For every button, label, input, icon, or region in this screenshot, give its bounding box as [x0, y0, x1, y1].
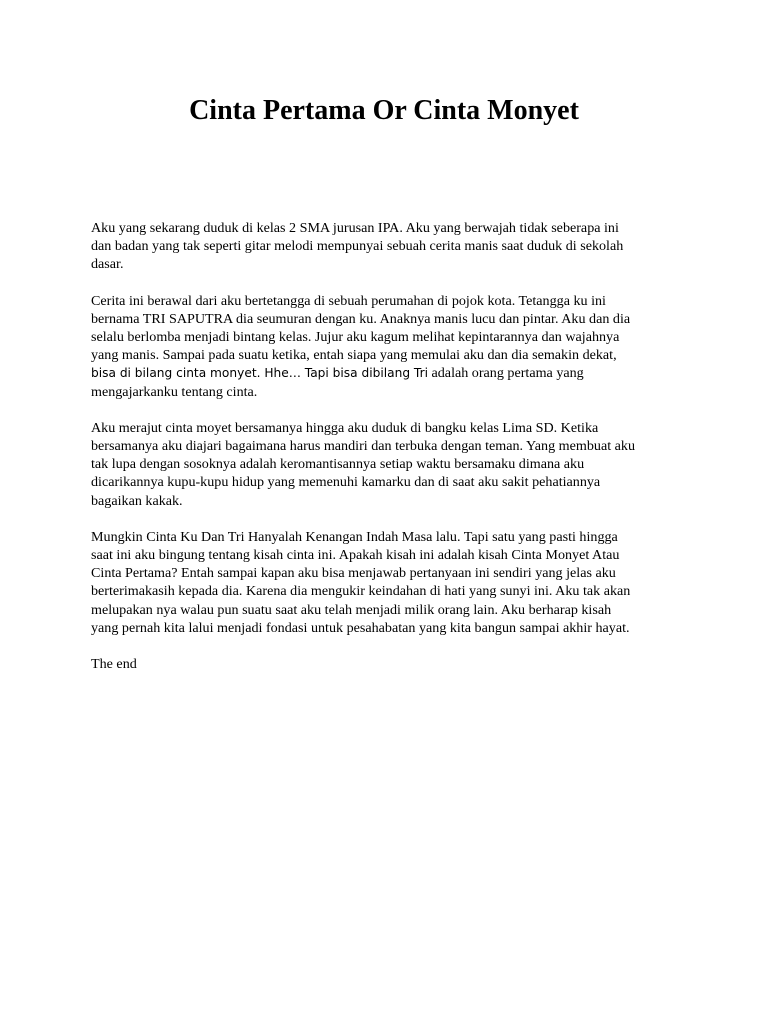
text-line-mixed	[91, 364, 683, 382]
text-line: dan badan yang tak seperti gitar melodi mempunyai sebuah cerita manis saat duduk di sekolah	[91, 238, 624, 255]
text-line: The end	[91, 656, 137, 673]
text-line: tak lupa dengan sosoknya adalah keromantisannya setiap waktu bersamaku dimana aku	[91, 456, 585, 473]
text-line: Aku merajut cinta moyet bersamanya hingga aku duduk di bangku kelas Lima SD. Ketika	[91, 419, 599, 436]
text-line: dasar.	[91, 256, 124, 273]
paragraph-1	[91, 219, 683, 274]
paragraph-2	[91, 292, 683, 401]
text-line: melupakan nya walau pun suatu saat aku telah menjadi milik orang lain. Aku berharap kisah	[91, 601, 612, 618]
text-line: yang manis. Sampai pada suatu ketika, entah siapa yang memulai aku dan dia semakin dekat,	[91, 347, 617, 364]
text-line: Aku yang sekarang duduk di kelas 2 SMA jurusan IPA. Aku yang berwajah tidak seberapa ini	[91, 220, 619, 236]
document-body	[91, 219, 683, 691]
page-title: Cinta Pertama Or Cinta Monyet	[189, 95, 579, 126]
paragraph-3	[91, 419, 683, 510]
text-line: bersamanya aku diajari bagaimana harus mandiri dan terbuka dengan teman. Yang membuat aku	[91, 438, 635, 455]
text-line: Cerita ini berawal dari aku bertetangga di sebuah perumahan di pojok kota. Tetangga ku ini	[91, 292, 606, 309]
text-line: mengajarkanku tentang cinta.	[91, 383, 258, 400]
closing-line	[91, 655, 683, 673]
text-line: dicarikannya kupu-kupu hidup yang memenuhi kamarku dan di saat aku sakit pehatiannya	[91, 474, 601, 491]
sans-fragment: bisa di bilang cinta monyet. Hhe… Tapi bisa dibilang Tri	[91, 366, 428, 381]
text-line: yang pernah kita lalui menjadi fondasi untuk pesahabatan yang kita bangun sampai akhir hayat.	[91, 619, 630, 636]
text-line: bagaikan kakak.	[91, 492, 183, 509]
text-line: saat ini aku bingung tentang kisah cinta ini. Apakah kisah ini adalah kisah Cinta Monyet Atau	[91, 547, 620, 564]
text-line: Cinta Pertama? Entah sampai kapan aku bisa menjawab pertanyaan ini sendiri yang jelas aku	[91, 565, 616, 582]
text-line: berterimakasih kepada dia. Karena dia mengukir keindahan di hati yang sunyi ini. Aku tak akan	[91, 583, 631, 600]
text-line: Mungkin Cinta Ku Dan Tri Hanyalah Kenangan Indah Masa lalu. Tapi satu yang pasti hingga	[91, 528, 618, 545]
text-line: selalu berlomba menjadi bintang kelas. Jujur aku kagum melihat kepintarannya dan wajahnya	[91, 329, 620, 346]
text-line: bernama TRI SAPUTRA dia seumuran dengan ku. Anaknya manis lucu dan pintar. Aku dan dia	[91, 310, 631, 327]
paragraph-4	[91, 528, 683, 637]
serif-fragment: adalah orang pertama yang	[427, 365, 584, 382]
